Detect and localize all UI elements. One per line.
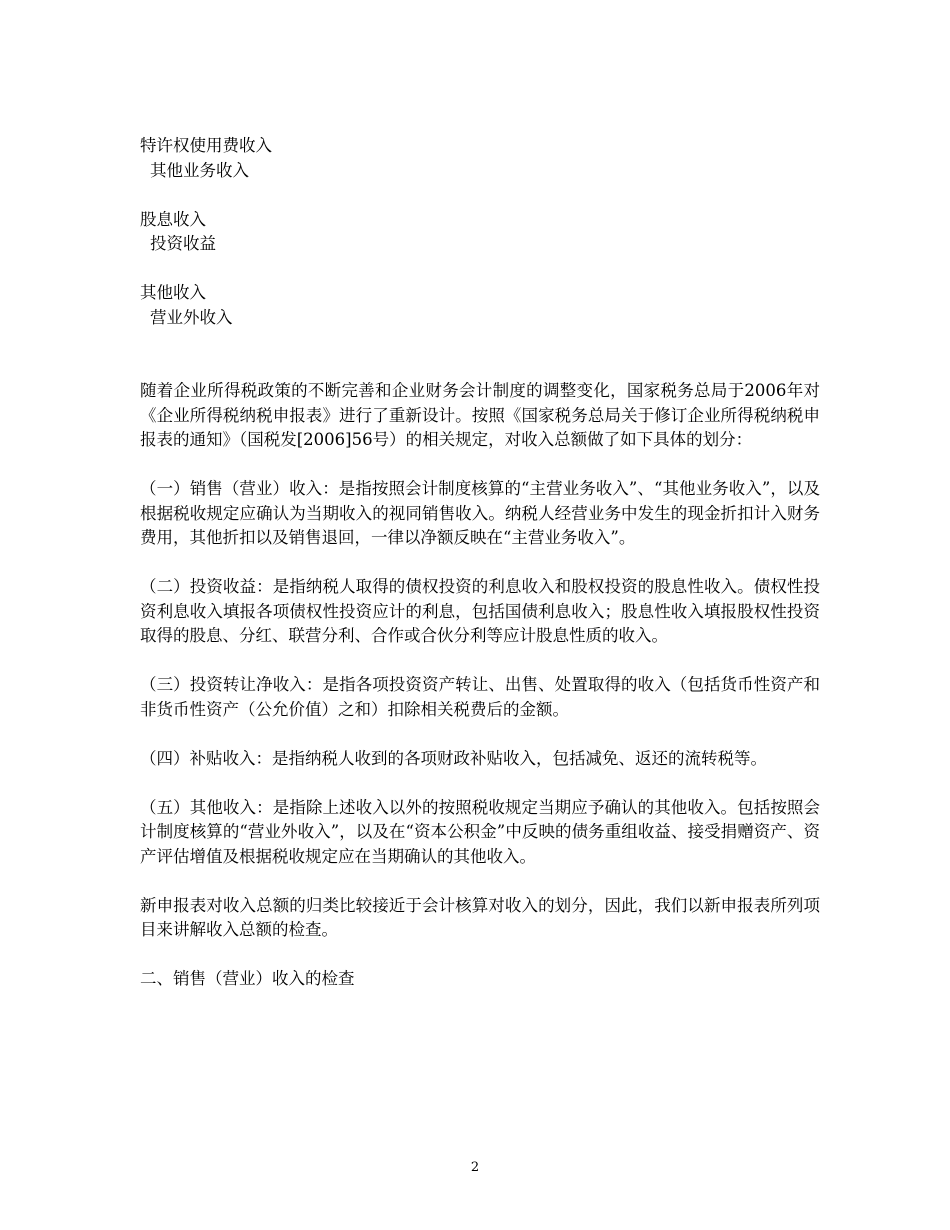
section-paragraph: （二）投资收益：是指纳税人取得的债权投资的利息收入和股权投资的股息性收入。债权性投资利息收入填报各项债权性投资应计的利息，包括国债利息收入；股息性收入填报股权性投资取得的股息、分红、联营分利、合作或合伙分利等应计股息性质的收入。 <box>140 577 820 645</box>
conclusion-paragraph: 新申报表对收入总额的归类比较接近于会计核算对收入的划分，因此，我们以新申报表所列项目来讲解收入总额的检查。 <box>140 895 820 939</box>
income-account: 其他业务收入 <box>150 160 249 180</box>
document-body <box>140 134 820 992</box>
income-account: 营业外收入 <box>150 307 233 327</box>
income-category: 特许权使用费收入 <box>140 136 272 155</box>
income-category: 其他收入 <box>140 283 206 302</box>
intro-paragraph: 随着企业所得税政策的不断完善和企业财务会计制度的调整变化，国家税务总局于2006年对《企业所得税纳税申报表》进行了重新设计。按照《国家税务总局关于修订企业所得税纳税申报表的通知》（国税发[2006]56号）的相关规定，对收入总额做了如下具体的划分： <box>140 381 820 449</box>
page-number: 2 <box>470 1160 480 1175</box>
section-paragraph: （四）补贴收入：是指纳税人收到的各项财政补贴收入，包括减免、返还的流转税等。 <box>140 748 767 768</box>
section-paragraph: （一）销售（营业）收入：是指按照会计制度核算的“主营业务收入”、“其他业务收入”，以及根据税收规定应确认为当期收入的视同销售收入。纳税人经营业务中发生的现金折扣计入财务费用，其他折扣以及销售退回，一律以净额反映在“主营业务收入”。 <box>140 479 820 547</box>
section-heading: 二、销售（营业）收入的检查 <box>140 969 355 988</box>
income-account: 投资收益 <box>150 234 216 253</box>
section-paragraph: （五）其他收入：是指除上述收入以外的按照税收规定当期应予确认的其他收入。包括按照会计制度核算的“营业外收入”，以及在“资本公积金”中反映的债务重组收益、接受捐赠资产、资产评估增值及根据税收规定应在当期确认的其他收入。 <box>140 797 820 866</box>
income-category: 股息收入 <box>140 209 206 229</box>
section-paragraph: （三）投资转让净收入：是指各项投资资产转让、出售、处置取得的收入（包括货币性资产和非货币性资产（公允价值）之和）扣除相关税费后的金额。 <box>140 675 820 719</box>
income-mapping-list <box>140 134 820 330</box>
